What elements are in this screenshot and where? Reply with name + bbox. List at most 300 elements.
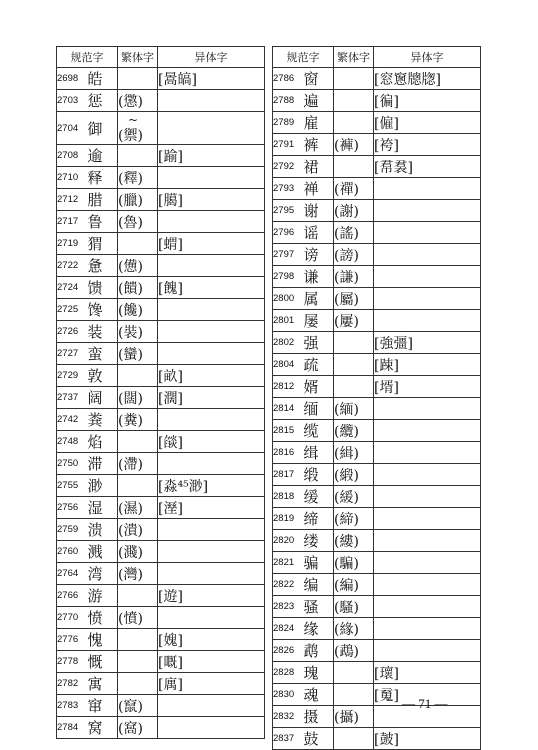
- standard-char: 鲁: [88, 211, 118, 233]
- entry-number: 2797: [273, 244, 304, 266]
- variant-chars: [374, 222, 481, 244]
- entry-number: 2821: [273, 552, 304, 574]
- variant-chars: [暠皜]: [158, 68, 265, 90]
- variant-chars: [庽]: [158, 673, 265, 695]
- table-row: [57, 541, 265, 563]
- variant-chars: [374, 442, 481, 464]
- traditional-char: (謠): [334, 222, 374, 244]
- entry-number: 2789: [273, 112, 304, 134]
- table-row: [57, 387, 265, 409]
- variant-chars: [僱]: [374, 112, 481, 134]
- entry-number: 2837: [273, 728, 304, 750]
- standard-char: 谦: [304, 266, 334, 288]
- traditional-char: [118, 651, 158, 673]
- standard-char: 御: [88, 112, 118, 145]
- table-row: [57, 321, 265, 343]
- table-row: [273, 574, 481, 596]
- traditional-char: (蠻): [118, 343, 158, 365]
- standard-char: 皓: [88, 68, 118, 90]
- standard-char: 缔: [304, 508, 334, 530]
- traditional-char: (臘): [118, 189, 158, 211]
- entry-number: 2792: [273, 156, 304, 178]
- table-row: [57, 233, 265, 255]
- traditional-char: (屬): [334, 288, 374, 310]
- standard-char: 缉: [304, 442, 334, 464]
- header-variant: 异体字: [374, 47, 481, 68]
- standard-char: 溅: [88, 541, 118, 563]
- variant-chars: [374, 420, 481, 442]
- traditional-char: [334, 376, 374, 398]
- table-row: [273, 222, 481, 244]
- standard-char: 禅: [304, 178, 334, 200]
- header-variant: 异体字: [158, 47, 265, 68]
- traditional-char: (濕): [118, 497, 158, 519]
- variant-chars: [374, 310, 481, 332]
- entry-number: 2770: [57, 607, 88, 629]
- traditional-char: [118, 233, 158, 255]
- traditional-char: [334, 90, 374, 112]
- variant-chars: [踰]: [158, 145, 265, 167]
- variant-chars: [158, 453, 265, 475]
- entry-number: 2722: [57, 255, 88, 277]
- traditional-char: (饞): [118, 299, 158, 321]
- entry-number: 2719: [57, 233, 88, 255]
- variant-chars: [畝]: [158, 365, 265, 387]
- table-row: [57, 431, 265, 453]
- standard-char: 谢: [304, 200, 334, 222]
- variant-chars: [158, 167, 265, 189]
- entry-number: 2783: [57, 695, 88, 717]
- table-row: [57, 299, 265, 321]
- traditional-char: [118, 585, 158, 607]
- standard-char: 缕: [304, 530, 334, 552]
- entry-number: 2698: [57, 68, 88, 90]
- table-row: [57, 497, 265, 519]
- entry-number: 2750: [57, 453, 88, 475]
- variant-chars: [餽]: [158, 277, 265, 299]
- standard-char: 瑰: [304, 662, 334, 684]
- traditional-char: (灣): [118, 563, 158, 585]
- table-row: [273, 244, 481, 266]
- standard-char: 寓: [88, 673, 118, 695]
- variant-chars: [皷]: [374, 728, 481, 750]
- standard-char: 惩: [88, 90, 118, 112]
- table-row: [273, 706, 481, 728]
- variant-chars: [158, 519, 265, 541]
- standard-char: 愧: [88, 629, 118, 651]
- variant-chars: [強彊]: [374, 332, 481, 354]
- entry-number: 2737: [57, 387, 88, 409]
- standard-char: 缅: [304, 398, 334, 420]
- table-row: [273, 596, 481, 618]
- table-row: [57, 167, 265, 189]
- variant-chars: [374, 618, 481, 640]
- table-row: [273, 684, 481, 706]
- variant-chars: [374, 288, 481, 310]
- variant-chars: [158, 211, 265, 233]
- traditional-char: (憊): [118, 255, 158, 277]
- standard-char: 缆: [304, 420, 334, 442]
- variant-chars: [374, 552, 481, 574]
- table-row: [57, 717, 265, 739]
- entry-number: 2830: [273, 684, 304, 706]
- traditional-char: (褲): [334, 134, 374, 156]
- standard-char: 缎: [304, 464, 334, 486]
- traditional-char: (滯): [118, 453, 158, 475]
- entry-number: 2788: [273, 90, 304, 112]
- entry-number: 2820: [273, 530, 304, 552]
- traditional-char: (裝): [118, 321, 158, 343]
- traditional-char: [334, 728, 374, 750]
- standard-char: 裙: [304, 156, 334, 178]
- traditional-char: [118, 68, 158, 90]
- traditional-char: (濺): [118, 541, 158, 563]
- traditional-char: (緣): [334, 618, 374, 640]
- traditional-char: [118, 629, 158, 651]
- variant-chars: [374, 486, 481, 508]
- table-row: [57, 519, 265, 541]
- traditional-char: (締): [334, 508, 374, 530]
- entry-number: 2801: [273, 310, 304, 332]
- variant-chars: [燄]: [158, 431, 265, 453]
- entry-number: 2717: [57, 211, 88, 233]
- table-row: [273, 420, 481, 442]
- table-row: [273, 178, 481, 200]
- traditional-char: (緩): [334, 486, 374, 508]
- entry-number: 2725: [57, 299, 88, 321]
- table-row: [273, 332, 481, 354]
- entry-number: 2800: [273, 288, 304, 310]
- variant-chars: [158, 607, 265, 629]
- traditional-char: (闊): [118, 387, 158, 409]
- standard-char: 馈: [88, 277, 118, 299]
- standard-char: 谤: [304, 244, 334, 266]
- table-row: [273, 508, 481, 530]
- standard-char: 屡: [304, 310, 334, 332]
- standard-char: 敦: [88, 365, 118, 387]
- standard-char: 湾: [88, 563, 118, 585]
- table-row: [57, 607, 265, 629]
- variant-chars: [158, 112, 265, 145]
- variant-chars: [嘅]: [158, 651, 265, 673]
- traditional-char: (縷): [334, 530, 374, 552]
- table-row: [57, 475, 265, 497]
- table-row: [273, 640, 481, 662]
- entry-number: 2742: [57, 409, 88, 431]
- table-row: [273, 310, 481, 332]
- traditional-char: (緝): [334, 442, 374, 464]
- entry-number: 2826: [273, 640, 304, 662]
- standard-char: 疏: [304, 354, 334, 376]
- standard-char: 鼓: [304, 728, 334, 750]
- traditional-char: [334, 112, 374, 134]
- traditional-char: (魯): [118, 211, 158, 233]
- standard-char: 裤: [304, 134, 334, 156]
- standard-char: 滞: [88, 453, 118, 475]
- traditional-char: (騷): [334, 596, 374, 618]
- variant-chars: [窓窻牕牎]: [374, 68, 481, 90]
- traditional-char: (糞): [118, 409, 158, 431]
- traditional-char: (鵡): [334, 640, 374, 662]
- standard-char: 溃: [88, 519, 118, 541]
- standard-char: 愤: [88, 607, 118, 629]
- standard-char: 逾: [88, 145, 118, 167]
- traditional-char: (騙): [334, 552, 374, 574]
- entry-number: 2791: [273, 134, 304, 156]
- entry-number: 2727: [57, 343, 88, 365]
- traditional-char: [118, 112, 158, 145]
- standard-char: 湿: [88, 497, 118, 519]
- header-row: [273, 47, 481, 68]
- variant-chars: [158, 563, 265, 585]
- standard-char: 遍: [304, 90, 334, 112]
- header-standard: 规范字: [57, 47, 118, 68]
- entry-number: 2798: [273, 266, 304, 288]
- variant-chars: [瓌]: [374, 662, 481, 684]
- table-row: [57, 68, 265, 90]
- table-row: [57, 343, 265, 365]
- traditional-char: [118, 365, 158, 387]
- table-row: [273, 728, 481, 750]
- traditional-char: [334, 332, 374, 354]
- entry-number: 2812: [273, 376, 304, 398]
- table-row: [273, 552, 481, 574]
- table-row: [273, 266, 481, 288]
- entry-number: 2778: [57, 651, 88, 673]
- table-row: [57, 90, 265, 112]
- table-row: [273, 398, 481, 420]
- table-row: [273, 464, 481, 486]
- traditional-char: (緞): [334, 464, 374, 486]
- traditional-char: (竄): [118, 695, 158, 717]
- standard-char: 阔: [88, 387, 118, 409]
- variant-chars: [158, 321, 265, 343]
- standard-char: 渺: [88, 475, 118, 497]
- entry-number: 2816: [273, 442, 304, 464]
- right-character-table: [272, 46, 481, 750]
- entry-number: 2708: [57, 145, 88, 167]
- entry-number: 2796: [273, 222, 304, 244]
- table-row: [273, 288, 481, 310]
- traditional-char-alt: (禦): [118, 128, 143, 144]
- variant-chars: [袴]: [374, 134, 481, 156]
- standard-char: 属: [304, 288, 334, 310]
- standard-char: 粪: [88, 409, 118, 431]
- traditional-char: (禪): [334, 178, 374, 200]
- traditional-char: [334, 354, 374, 376]
- variant-chars: [158, 717, 265, 739]
- standard-char: 编: [304, 574, 334, 596]
- standard-char: 强: [304, 332, 334, 354]
- traditional-char: (窩): [118, 717, 158, 739]
- variant-chars: [374, 574, 481, 596]
- variant-chars: [158, 343, 265, 365]
- table-row: [57, 453, 265, 475]
- left-character-table: [56, 46, 265, 739]
- traditional-char: (編): [334, 574, 374, 596]
- table-row: [273, 134, 481, 156]
- traditional-char: [334, 68, 374, 90]
- standard-char: 骚: [304, 596, 334, 618]
- standard-char: 腊: [88, 189, 118, 211]
- table-row: [57, 629, 265, 651]
- standard-char: 鹉: [304, 640, 334, 662]
- standard-char: 缘: [304, 618, 334, 640]
- variant-chars: [158, 299, 265, 321]
- standard-char: 窝: [88, 717, 118, 739]
- traditional-char: (緬): [334, 398, 374, 420]
- standard-char: 雇: [304, 112, 334, 134]
- traditional-char: (潰): [118, 519, 158, 541]
- entry-number: 2824: [273, 618, 304, 640]
- table-row: [57, 695, 265, 717]
- standard-char: 骗: [304, 552, 334, 574]
- table-row: [273, 200, 481, 222]
- entry-number: 2760: [57, 541, 88, 563]
- table-row: [57, 145, 265, 167]
- variant-chars: [媿]: [158, 629, 265, 651]
- entry-number: 2814: [273, 398, 304, 420]
- standard-char: 窜: [88, 695, 118, 717]
- variant-chars: [374, 244, 481, 266]
- variant-chars: [374, 464, 481, 486]
- table-row: [57, 112, 265, 145]
- entry-number: 2729: [57, 365, 88, 387]
- traditional-char: (謙): [334, 266, 374, 288]
- entry-number: 2828: [273, 662, 304, 684]
- table-row: [57, 563, 265, 585]
- variant-chars: [臈]: [158, 189, 265, 211]
- entry-number: 2755: [57, 475, 88, 497]
- variant-chars: [374, 266, 481, 288]
- variant-chars: [158, 90, 265, 112]
- entry-number: 2815: [273, 420, 304, 442]
- variant-chars: [374, 200, 481, 222]
- standard-char: 婿: [304, 376, 334, 398]
- entry-number: 2776: [57, 629, 88, 651]
- header-traditional: 繁体字: [118, 47, 158, 68]
- table-row: [57, 365, 265, 387]
- traditional-char: [118, 673, 158, 695]
- standard-char: 惫: [88, 255, 118, 277]
- standard-char: 释: [88, 167, 118, 189]
- traditional-char: [118, 145, 158, 167]
- variant-chars: [䰟]: [374, 684, 481, 706]
- traditional-char: [334, 662, 374, 684]
- entry-number: 2804: [273, 354, 304, 376]
- entry-number: 2786: [273, 68, 304, 90]
- table-row: [273, 156, 481, 178]
- table-row: [57, 189, 265, 211]
- entry-number: 2710: [57, 167, 88, 189]
- traditional-char: (憤): [118, 607, 158, 629]
- entry-number: 2832: [273, 706, 304, 728]
- left-table-body: [57, 47, 265, 739]
- entry-number: 2724: [57, 277, 88, 299]
- variant-chars: [374, 178, 481, 200]
- entry-number: 2819: [273, 508, 304, 530]
- table-row: [57, 651, 265, 673]
- entry-number: 2795: [273, 200, 304, 222]
- entry-number: 2712: [57, 189, 88, 211]
- standard-char: 慨: [88, 651, 118, 673]
- traditional-char: (釋): [118, 167, 158, 189]
- traditional-char: (屢): [334, 310, 374, 332]
- traditional-char: [334, 156, 374, 178]
- table-row: [273, 442, 481, 464]
- table-row: [273, 354, 481, 376]
- traditional-char: [334, 684, 374, 706]
- entry-number: 2802: [273, 332, 304, 354]
- variant-chars: [徧]: [374, 90, 481, 112]
- standard-char: 游: [88, 585, 118, 607]
- entry-number: 2823: [273, 596, 304, 618]
- variant-chars: [374, 596, 481, 618]
- entry-number: 2703: [57, 90, 88, 112]
- entry-number: 2822: [273, 574, 304, 596]
- standard-char: 谣: [304, 222, 334, 244]
- standard-char: 装: [88, 321, 118, 343]
- variant-chars: [溼]: [158, 497, 265, 519]
- entry-number: 2704: [57, 112, 88, 145]
- traditional-char: (攝): [334, 706, 374, 728]
- table-row: [273, 662, 481, 684]
- variant-chars: [374, 530, 481, 552]
- traditional-char: (懲): [118, 90, 158, 112]
- entry-number: 2793: [273, 178, 304, 200]
- entry-number: 2782: [57, 673, 88, 695]
- variant-chars: [踈]: [374, 354, 481, 376]
- variant-chars: [158, 409, 265, 431]
- entry-number: 2759: [57, 519, 88, 541]
- entry-number: 2766: [57, 585, 88, 607]
- variant-chars: [壻]: [374, 376, 481, 398]
- standard-char: 蛮: [88, 343, 118, 365]
- variant-chars: [158, 695, 265, 717]
- entry-number: 2756: [57, 497, 88, 519]
- table-row: [57, 673, 265, 695]
- table-row: [273, 68, 481, 90]
- header-row: [57, 47, 265, 68]
- standard-char: 焰: [88, 431, 118, 453]
- table-row: [273, 112, 481, 134]
- header-traditional: 繁体字: [334, 47, 374, 68]
- table-row: [273, 90, 481, 112]
- variant-chars: [淼⁴⁵渺]: [158, 475, 265, 497]
- table-row: [273, 530, 481, 552]
- table-row: [57, 585, 265, 607]
- standard-char: 摄: [304, 706, 334, 728]
- entry-number: 2818: [273, 486, 304, 508]
- traditional-tilde: ~: [128, 113, 139, 127]
- standard-char: 缓: [304, 486, 334, 508]
- variant-chars: [帬裠]: [374, 156, 481, 178]
- standard-char: 窗: [304, 68, 334, 90]
- variant-chars: [遊]: [158, 585, 265, 607]
- standard-char: 猬: [88, 233, 118, 255]
- table-row: [57, 409, 265, 431]
- page-number: — 71 —: [402, 696, 448, 711]
- variant-chars: [濶]: [158, 387, 265, 409]
- standard-char: 馋: [88, 299, 118, 321]
- variant-chars: [158, 255, 265, 277]
- table-row: [273, 486, 481, 508]
- variant-chars: [374, 508, 481, 530]
- header-standard: 规范字: [273, 47, 334, 68]
- table-row: [273, 618, 481, 640]
- traditional-char: (謝): [334, 200, 374, 222]
- traditional-char: (饋): [118, 277, 158, 299]
